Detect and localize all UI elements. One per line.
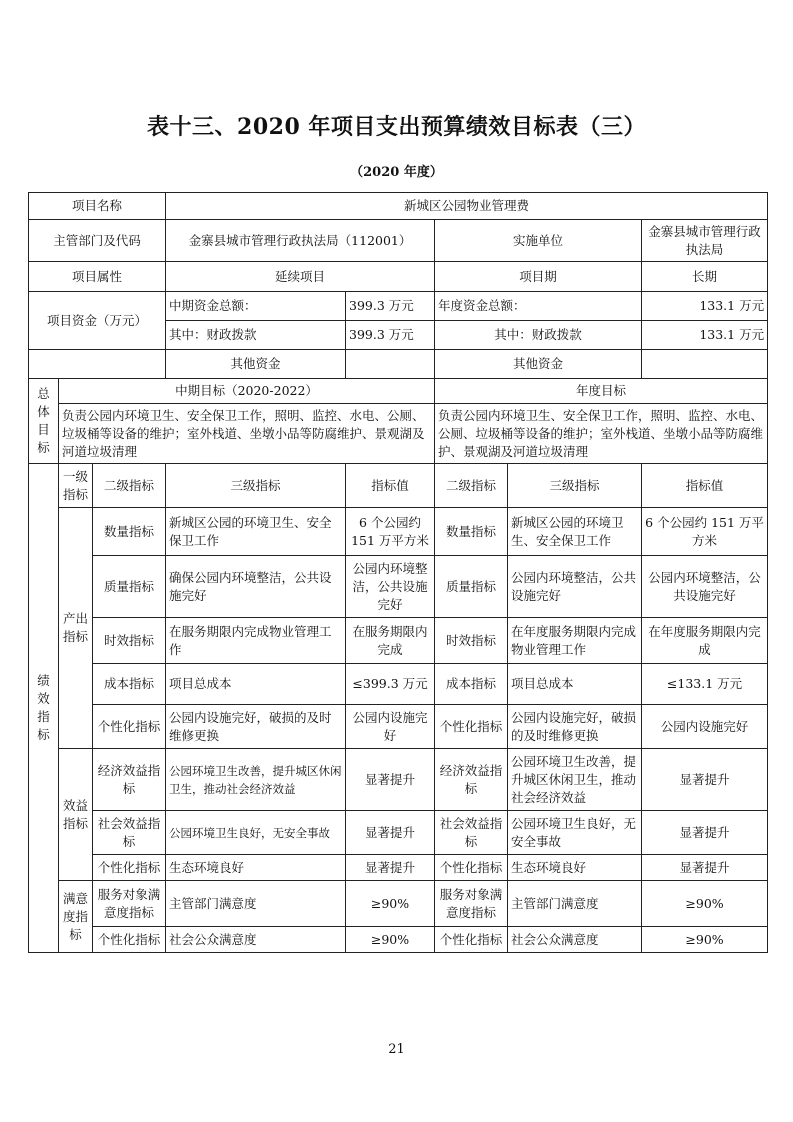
dept-label: 主管部门及代码 (29, 220, 166, 262)
output-indicator-label: 产出指标 (59, 508, 93, 749)
period-label: 项目期 (435, 262, 642, 292)
level3-cell: 新城区公园的环境卫生、安全保卫工作 (508, 508, 642, 556)
value-cell: 显著提升 (642, 749, 768, 811)
level2-cell: 个性化指标 (93, 705, 166, 749)
funds-other-row (29, 350, 768, 379)
year-total-value: 133.1 万元 (642, 292, 768, 321)
impl-unit-value: 金寨县城市管理行政执法局 (642, 220, 768, 262)
level2-cell: 质量指标 (93, 556, 166, 618)
value-cell: 显著提升 (346, 811, 435, 855)
table-row (29, 508, 768, 556)
level2-cell: 个性化指标 (435, 927, 508, 953)
table-row (29, 556, 768, 618)
level3-cell: 项目总成本 (166, 664, 346, 705)
level3-cell: 社会公众满意度 (166, 927, 346, 953)
value-cell: 公园内设施完好 (346, 705, 435, 749)
mid-goal-text: 负责公园内环境卫生、安全保卫工作，照明、监控、水电、公厕、垃圾桶等设备的维护；室外栈道、坐墩小品等防腐维护、景观湖及河道垃圾清理 (59, 404, 435, 464)
level3-cell: 社会公众满意度 (508, 927, 642, 953)
performance-target-table (28, 192, 768, 953)
year-total-label: 年度资金总额： (435, 292, 642, 321)
page-subtitle: （2020 年度） (350, 165, 443, 180)
table-row (29, 855, 768, 881)
level2-cell: 个性化指标 (93, 855, 166, 881)
level2-cell: 服务对象满意度指标 (435, 881, 508, 927)
table-row (29, 664, 768, 705)
level2-cell: 社会效益指标 (93, 811, 166, 855)
page-number: 21 (388, 1042, 405, 1057)
value-cell: 显著提升 (346, 855, 435, 881)
value-cell: ≥90% (642, 927, 768, 953)
level3-cell: 公园环境卫生改善，提升城区休闲卫生，推动社会经济效益 (166, 749, 346, 811)
level2-cell: 时效指标 (93, 618, 166, 664)
year-value-header: 指标值 (642, 464, 768, 508)
level3-cell: 公园内设施完好，破损的及时维修更换 (166, 705, 346, 749)
goals-text-row (29, 404, 768, 464)
year-fin-value: 133.1 万元 (642, 321, 768, 350)
year-other-value (642, 350, 768, 379)
level3-cell: 主管部门满意度 (508, 881, 642, 927)
funds-total-row (29, 292, 768, 321)
mid-fin-label: 其中：财政拨款 (166, 321, 346, 350)
mid-level2-header: 二级指标 (93, 464, 166, 508)
level2-cell: 成本指标 (435, 664, 508, 705)
table-row (29, 618, 768, 664)
year-other-label: 其他资金 (435, 350, 642, 379)
level3-cell: 公园内设施完好，破损的及时维修更换 (508, 705, 642, 749)
level2-cell: 经济效益指标 (435, 749, 508, 811)
value-cell: 显著提升 (642, 811, 768, 855)
level3-cell: 主管部门满意度 (166, 881, 346, 927)
level3-cell: 新城区公园的环境卫生、安全保卫工作 (166, 508, 346, 556)
value-cell: 公园内环境整洁，公共设施完好 (642, 556, 768, 618)
period-value: 长期 (642, 262, 768, 292)
level2-cell: 数量指标 (435, 508, 508, 556)
table-row (29, 811, 768, 855)
level3-cell: 公园环境卫生良好，无安全事故 (508, 811, 642, 855)
mid-level3-header: 三级指标 (166, 464, 346, 508)
value-cell: 显著提升 (642, 855, 768, 881)
level3-cell: 生态环境良好 (508, 855, 642, 881)
funds-label: 项目资金（万元） (29, 292, 166, 350)
level2-cell: 时效指标 (435, 618, 508, 664)
value-cell: 在年度服务期限内完成 (642, 618, 768, 664)
value-cell: 公园内环境整洁，公共设施完好 (346, 556, 435, 618)
goals-header-row (29, 379, 768, 404)
value-cell: ≤133.1 万元 (642, 664, 768, 705)
page-title: 表十三、2020 年项目支出预算绩效目标表（三） (147, 114, 646, 140)
value-cell: ≤399.3 万元 (346, 664, 435, 705)
dept-row (29, 220, 768, 262)
value-cell: 6 个公园约 151 万平方米 (346, 508, 435, 556)
value-cell: 显著提升 (346, 749, 435, 811)
level1-header: 一级指标 (59, 464, 93, 508)
level3-cell: 公园环境卫生良好，无安全事故 (166, 811, 346, 855)
level3-cell: 生态环境良好 (166, 855, 346, 881)
mid-other-value (346, 350, 435, 379)
mid-other-label: 其他资金 (166, 350, 346, 379)
overall-goal-label: 总体目标 (29, 379, 59, 464)
level2-cell: 个性化指标 (93, 927, 166, 953)
project-name-label: 项目名称 (29, 193, 166, 220)
value-cell: ≥90% (346, 881, 435, 927)
year-fin-label: 其中：财政拨款 (435, 321, 642, 350)
value-cell: 在服务期限内完成 (346, 618, 435, 664)
level3-cell: 项目总成本 (508, 664, 642, 705)
level2-cell: 成本指标 (93, 664, 166, 705)
project-name-row (29, 193, 768, 220)
value-cell: ≥90% (642, 881, 768, 927)
level2-cell: 数量指标 (93, 508, 166, 556)
level3-cell: 在年度服务期限内完成物业管理工作 (508, 618, 642, 664)
mid-total-value: 399.3 万元 (346, 292, 435, 321)
value-cell: 6 个公园约 151 万平方米 (642, 508, 768, 556)
project-name-value: 新城区公园物业管理费 (166, 193, 768, 220)
level3-cell: 确保公园内环境整洁，公共设施完好 (166, 556, 346, 618)
year-level2-header: 二级指标 (435, 464, 508, 508)
level2-cell: 质量指标 (435, 556, 508, 618)
year-level3-header: 三级指标 (508, 464, 642, 508)
mid-total-label: 中期资金总额： (166, 292, 346, 321)
level2-cell: 社会效益指标 (435, 811, 508, 855)
satisfaction-indicator-label: 满意度指标 (59, 881, 93, 953)
level3-cell: 在服务期限内完成物业管理工作 (166, 618, 346, 664)
level2-cell: 个性化指标 (435, 705, 508, 749)
value-cell: 公园内设施完好 (642, 705, 768, 749)
table-row (29, 881, 768, 927)
level2-cell: 个性化指标 (435, 855, 508, 881)
year-goal-text: 负责公园内环境卫生、安全保卫工作，照明、监控、水电、公厕、垃圾桶等设备的维护；室外栈道、坐墩小品等防腐维护、景观湖及河道垃圾清理 (435, 404, 768, 464)
mid-goal-header: 中期目标（2020-2022） (59, 379, 435, 404)
table-row (29, 705, 768, 749)
performance-indicator-label: 绩效指标 (29, 464, 59, 953)
level2-cell: 经济效益指标 (93, 749, 166, 811)
table-row (29, 749, 768, 811)
dept-value: 金寨县城市管理行政执法局（112001） (166, 220, 435, 262)
indicator-header-row (29, 464, 768, 508)
level2-cell: 服务对象满意度指标 (93, 881, 166, 927)
level3-cell: 公园内环境整洁，公共设施完好 (508, 556, 642, 618)
attr-label: 项目属性 (29, 262, 166, 292)
attr-value: 延续项目 (166, 262, 435, 292)
benefit-indicator-label: 效益指标 (59, 749, 93, 881)
table-row (29, 927, 768, 953)
impl-unit-label: 实施单位 (435, 220, 642, 262)
level3-cell: 公园环境卫生改善，提升城区休闲卫生，推动社会经济效益 (508, 749, 642, 811)
value-cell: ≥90% (346, 927, 435, 953)
mid-value-header: 指标值 (346, 464, 435, 508)
mid-fin-value: 399.3 万元 (346, 321, 435, 350)
year-goal-header: 年度目标 (435, 379, 768, 404)
attr-row (29, 262, 768, 292)
